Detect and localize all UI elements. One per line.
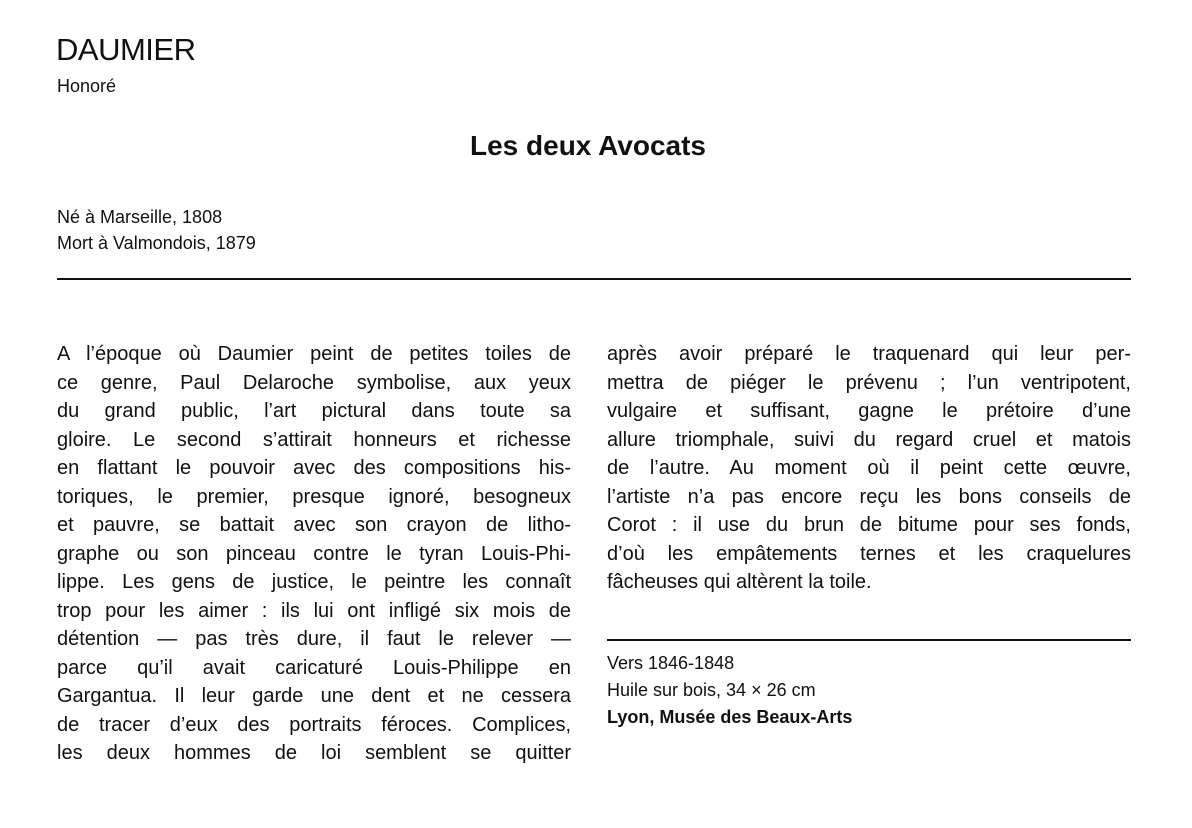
text-line: l’artiste n’a pas encore reçu les bons conseils de [607, 485, 1131, 508]
text-line: d’où les empâtements ternes et les craquelures [607, 542, 1131, 565]
artist-surname: DAUMIER [56, 32, 196, 67]
text-line: lippe. Les gens de justice, le peintre les connaît [57, 571, 571, 593]
artist-firstname: Honoré [57, 76, 117, 96]
header-divider [57, 278, 1131, 280]
text-line: A l’époque où Daumier peint de petites toiles de [57, 343, 571, 365]
birth-info: Né à Marseille, 1808 [57, 207, 223, 227]
text-line: du grand public, l’art pictural dans toute sa [57, 400, 571, 422]
text-line: de tracer d’eux des portraits féroces. Complices, [57, 713, 571, 736]
artwork-title: Les deux Avocats [469, 130, 707, 161]
text-line: en flattant le pouvoir avec des compositions his- [57, 457, 571, 479]
text-line: les deux hommes de loi semblent se quitter [57, 742, 571, 764]
text-line: ce genre, Paul Delaroche symbolise, aux yeux [57, 371, 571, 394]
caption-divider [607, 639, 1131, 641]
text-line: et pauvre, se battait avec son crayon de litho- [57, 514, 571, 536]
text-column-left [57, 340, 571, 768]
text-line: toriques, le premier, presque ignoré, besogneux [57, 485, 571, 508]
text-line: gloire. Le second s’attirait honneurs et richesse [57, 428, 571, 451]
text-line: détention — pas très dure, il faut le relever — [57, 628, 571, 650]
text-line: fâcheuses qui altèrent la toile. [607, 571, 872, 593]
death-info: Mort à Valmondois, 1879 [57, 233, 256, 253]
text-line: mettra de piéger le prévenu ; l’un ventripotent, [607, 371, 1131, 394]
text-line: allure triomphale, suivi du regard cruel et matois [607, 428, 1131, 451]
text-line: Gargantua. Il leur garde une dent et ne cessera [57, 685, 571, 707]
text-line: après avoir préparé le traquenard qui leur per- [607, 343, 1131, 365]
text-column-right [607, 340, 1131, 597]
artwork-date: Vers 1846-1848 [607, 653, 735, 673]
text-line: vulgaire et suffisant, gagne le prétoire d’une [607, 400, 1131, 422]
artwork-location: Lyon, Musée des Beaux-Arts [607, 707, 853, 727]
text-line: trop pour les aimer : ils lui ont infligé six mois de [57, 599, 571, 622]
text-line: de l’autre. Au moment où il peint cette œuvre, [607, 457, 1131, 479]
artwork-medium: Huile sur bois, 34 × 26 cm [607, 680, 816, 700]
text-line: Corot : il use du brun de bitume pour ses fonds, [607, 514, 1131, 536]
text-line: graphe ou son pinceau contre le tyran Louis-Phi- [57, 542, 571, 565]
artist-bio [57, 204, 256, 256]
artwork-caption [607, 650, 852, 731]
text-line: parce qu’il avait caricaturé Louis-Philippe en [57, 656, 571, 679]
